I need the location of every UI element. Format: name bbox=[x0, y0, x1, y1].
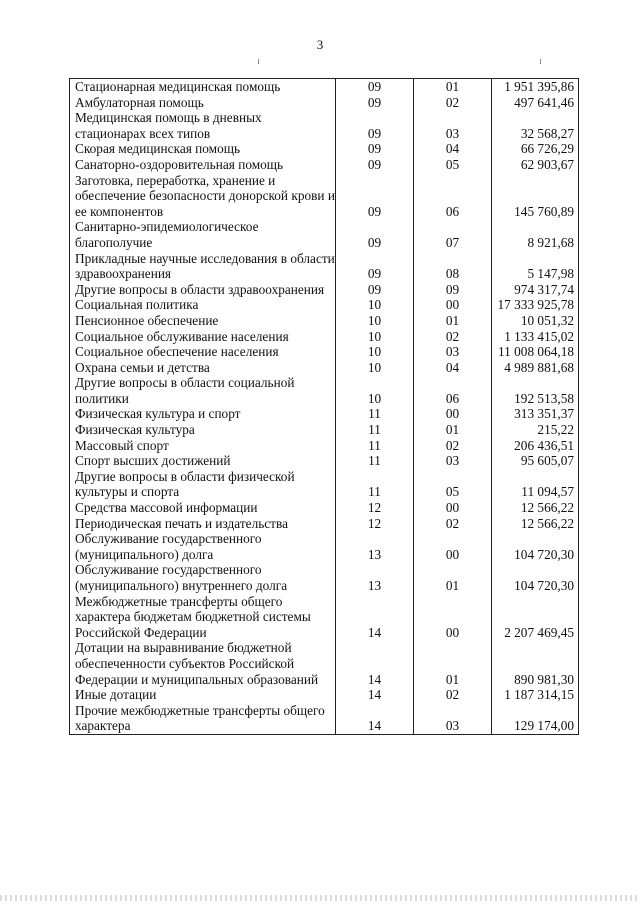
table-body bbox=[70, 79, 579, 735]
row-subsection: 09 bbox=[414, 282, 492, 298]
table-row bbox=[70, 500, 579, 516]
row-section: 09 bbox=[336, 251, 414, 282]
row-amount: 5 147,98 bbox=[492, 251, 579, 282]
row-subsection: 03 bbox=[414, 344, 492, 360]
row-amount: 1 951 395,86 bbox=[492, 79, 579, 95]
row-name: Стационарная медицинская помощь bbox=[70, 79, 336, 95]
row-subsection: 04 bbox=[414, 360, 492, 376]
row-amount: 95 605,07 bbox=[492, 453, 579, 469]
row-section: 10 bbox=[336, 313, 414, 329]
table-row bbox=[70, 703, 579, 735]
row-amount: 192 513,58 bbox=[492, 375, 579, 406]
row-amount: 12 566,22 bbox=[492, 500, 579, 516]
row-amount: 4 989 881,68 bbox=[492, 360, 579, 376]
scan-tick bbox=[258, 59, 259, 64]
row-section: 10 bbox=[336, 375, 414, 406]
row-section: 13 bbox=[336, 562, 414, 593]
row-section: 09 bbox=[336, 282, 414, 298]
row-name: Иные дотации bbox=[70, 687, 336, 703]
row-section: 09 bbox=[336, 157, 414, 173]
row-name: Охрана семьи и детства bbox=[70, 360, 336, 376]
scan-tick bbox=[540, 59, 541, 64]
row-name: Другие вопросы в области физической культуры и спорта bbox=[70, 469, 336, 500]
row-name: Прикладные научные исследования в области здравоохранения bbox=[70, 251, 336, 282]
row-amount: 11 008 064,18 bbox=[492, 344, 579, 360]
row-name: Социальное обслуживание населения bbox=[70, 329, 336, 345]
row-section: 09 bbox=[336, 219, 414, 250]
row-amount: 12 566,22 bbox=[492, 516, 579, 532]
row-name: Физическая культура и спорт bbox=[70, 406, 336, 422]
table-row bbox=[70, 141, 579, 157]
row-name: Обслуживание государственного (муниципального) внутреннего долга bbox=[70, 562, 336, 593]
row-amount: 1 187 314,15 bbox=[492, 687, 579, 703]
row-section: 11 bbox=[336, 406, 414, 422]
row-subsection: 02 bbox=[414, 95, 492, 111]
row-section: 10 bbox=[336, 329, 414, 345]
row-subsection: 02 bbox=[414, 516, 492, 532]
row-section: 10 bbox=[336, 360, 414, 376]
row-name: Социальная политика bbox=[70, 297, 336, 313]
row-subsection: 03 bbox=[414, 703, 492, 735]
row-name: Межбюджетные трансферты общего характера бюджетам бюджетной системы Российской Федерации bbox=[70, 594, 336, 641]
row-name: Пенсионное обеспечение bbox=[70, 313, 336, 329]
row-name: Медицинская помощь в дневных стационарах всех типов bbox=[70, 110, 336, 141]
row-name: Массовый спорт bbox=[70, 438, 336, 454]
row-subsection: 05 bbox=[414, 157, 492, 173]
row-section: 10 bbox=[336, 344, 414, 360]
budget-table bbox=[69, 78, 579, 735]
row-name: Санитарно-эпидемиологическое благополучие bbox=[70, 219, 336, 250]
row-amount: 206 436,51 bbox=[492, 438, 579, 454]
row-name: Заготовка, переработка, хранение и обеспечение безопасности донорской крови и ее компонентов bbox=[70, 173, 336, 220]
row-subsection: 05 bbox=[414, 469, 492, 500]
row-section: 09 bbox=[336, 173, 414, 220]
row-section: 09 bbox=[336, 110, 414, 141]
row-amount: 32 568,27 bbox=[492, 110, 579, 141]
row-amount: 129 174,00 bbox=[492, 703, 579, 735]
row-amount: 66 726,29 bbox=[492, 141, 579, 157]
table-row bbox=[70, 157, 579, 173]
row-name: Прочие межбюджетные трансферты общего характера bbox=[70, 703, 336, 735]
row-amount: 2 207 469,45 bbox=[492, 594, 579, 641]
row-amount: 497 641,46 bbox=[492, 95, 579, 111]
row-amount: 215,22 bbox=[492, 422, 579, 438]
table-row bbox=[70, 251, 579, 282]
row-subsection: 00 bbox=[414, 406, 492, 422]
row-amount: 11 094,57 bbox=[492, 469, 579, 500]
row-subsection: 06 bbox=[414, 375, 492, 406]
row-amount: 1 133 415,02 bbox=[492, 329, 579, 345]
table-row bbox=[70, 219, 579, 250]
table-row bbox=[70, 422, 579, 438]
scan-edge bbox=[0, 895, 640, 901]
table-row bbox=[70, 95, 579, 111]
table-row bbox=[70, 406, 579, 422]
row-section: 14 bbox=[336, 687, 414, 703]
row-amount: 890 981,30 bbox=[492, 640, 579, 687]
row-subsection: 08 bbox=[414, 251, 492, 282]
row-subsection: 00 bbox=[414, 531, 492, 562]
table-row bbox=[70, 516, 579, 532]
row-name: Скорая медицинская помощь bbox=[70, 141, 336, 157]
row-subsection: 00 bbox=[414, 297, 492, 313]
row-subsection: 01 bbox=[414, 313, 492, 329]
table-row bbox=[70, 438, 579, 454]
row-subsection: 06 bbox=[414, 173, 492, 220]
table-row bbox=[70, 531, 579, 562]
table-row bbox=[70, 110, 579, 141]
row-subsection: 03 bbox=[414, 110, 492, 141]
row-name: Физическая культура bbox=[70, 422, 336, 438]
row-section: 11 bbox=[336, 422, 414, 438]
table-row bbox=[70, 313, 579, 329]
row-section: 10 bbox=[336, 297, 414, 313]
row-subsection: 00 bbox=[414, 500, 492, 516]
table-row bbox=[70, 375, 579, 406]
row-subsection: 00 bbox=[414, 594, 492, 641]
table-row bbox=[70, 329, 579, 345]
row-amount: 104 720,30 bbox=[492, 562, 579, 593]
row-name: Амбулаторная помощь bbox=[70, 95, 336, 111]
table-row bbox=[70, 79, 579, 95]
table-row bbox=[70, 453, 579, 469]
table-row bbox=[70, 282, 579, 298]
row-subsection: 01 bbox=[414, 79, 492, 95]
row-amount: 8 921,68 bbox=[492, 219, 579, 250]
row-subsection: 01 bbox=[414, 562, 492, 593]
row-section: 14 bbox=[336, 640, 414, 687]
row-name: Дотации на выравнивание бюджетной обеспеченности субъектов Российской Федерации и муниципальных образований bbox=[70, 640, 336, 687]
row-subsection: 01 bbox=[414, 640, 492, 687]
row-amount: 313 351,37 bbox=[492, 406, 579, 422]
row-section: 12 bbox=[336, 500, 414, 516]
row-name: Санаторно-оздоровительная помощь bbox=[70, 157, 336, 173]
row-amount: 974 317,74 bbox=[492, 282, 579, 298]
table-row bbox=[70, 344, 579, 360]
row-subsection: 02 bbox=[414, 687, 492, 703]
table-row bbox=[70, 640, 579, 687]
row-section: 14 bbox=[336, 703, 414, 735]
row-section: 09 bbox=[336, 95, 414, 111]
row-subsection: 02 bbox=[414, 438, 492, 454]
table-row bbox=[70, 360, 579, 376]
table-row bbox=[70, 297, 579, 313]
row-section: 13 bbox=[336, 531, 414, 562]
table-row bbox=[70, 562, 579, 593]
row-amount: 104 720,30 bbox=[492, 531, 579, 562]
row-section: 11 bbox=[336, 438, 414, 454]
row-section: 12 bbox=[336, 516, 414, 532]
row-section: 11 bbox=[336, 453, 414, 469]
row-amount: 62 903,67 bbox=[492, 157, 579, 173]
table-row bbox=[70, 594, 579, 641]
row-subsection: 02 bbox=[414, 329, 492, 345]
row-name: Социальное обеспечение населения bbox=[70, 344, 336, 360]
row-section: 14 bbox=[336, 594, 414, 641]
row-section: 09 bbox=[336, 141, 414, 157]
row-name: Другие вопросы в области здравоохранения bbox=[70, 282, 336, 298]
row-subsection: 04 bbox=[414, 141, 492, 157]
row-name: Периодическая печать и издательства bbox=[70, 516, 336, 532]
row-subsection: 01 bbox=[414, 422, 492, 438]
row-amount: 145 760,89 bbox=[492, 173, 579, 220]
table-row bbox=[70, 469, 579, 500]
table-row bbox=[70, 687, 579, 703]
row-name: Обслуживание государственного (муниципального) долга bbox=[70, 531, 336, 562]
table-row bbox=[70, 173, 579, 220]
row-amount: 10 051,32 bbox=[492, 313, 579, 329]
row-name: Спорт высших достижений bbox=[70, 453, 336, 469]
row-amount: 17 333 925,78 bbox=[492, 297, 579, 313]
row-name: Другие вопросы в области социальной политики bbox=[70, 375, 336, 406]
page-number: 3 bbox=[316, 37, 324, 52]
row-subsection: 07 bbox=[414, 219, 492, 250]
row-subsection: 03 bbox=[414, 453, 492, 469]
row-section: 11 bbox=[336, 469, 414, 500]
row-name: Средства массовой информации bbox=[70, 500, 336, 516]
row-section: 09 bbox=[336, 79, 414, 95]
